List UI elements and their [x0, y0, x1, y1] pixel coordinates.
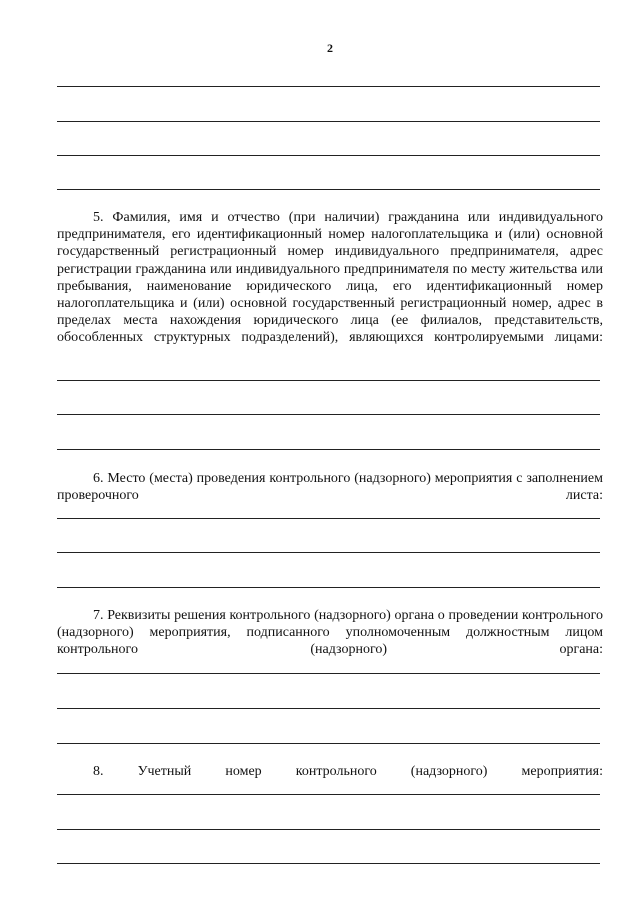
section-6-blank-line[interactable] [57, 552, 600, 553]
section-8-blank-line[interactable] [57, 829, 600, 830]
blank-line[interactable] [57, 86, 600, 87]
blank-line[interactable] [57, 189, 600, 190]
section-5-blank-line[interactable] [57, 380, 600, 381]
page-number: 2 [327, 41, 333, 55]
section-8-blank-line[interactable] [57, 794, 600, 795]
section-6-blank-line[interactable] [57, 587, 600, 588]
section-5-blank-line[interactable] [57, 414, 600, 415]
section-5-blank-line[interactable] [57, 449, 600, 450]
section-7-blank-line[interactable] [57, 673, 600, 674]
section-7-blank-line[interactable] [57, 708, 600, 709]
section-6-text: 6. Место (места) проведения контрольного (надзорного) мероприятия с заполнением проверочного листа: [57, 471, 603, 504]
blank-line[interactable] [57, 121, 600, 122]
section-5-text: 5. Фамилия, имя и отчество (при наличии) гражданина или индивидуального предпринимателя, его идентификационный номер налогоплательщика и (или) основной государственный регистрационный номер индивидуального предпринимателя, адрес регистрации гражданина или индивидуального предпринимателя по месту жительства или пребывания, наименование юридического лица, его идентификационный номер налогоплательщика и (или) основной государственный регистрационный номер, адрес в пределах места нахождения юридического лица (ее филиалов, представительств, обособленных структурных подразделений), являющихся контролируемыми лицами: [57, 210, 603, 346]
blank-line[interactable] [57, 155, 600, 156]
section-8-blank-line[interactable] [57, 863, 600, 864]
section-7-blank-line[interactable] [57, 743, 600, 744]
section-6-blank-line[interactable] [57, 518, 600, 519]
section-7-text: 7. Реквизиты решения контрольного (надзорного) органа о проведении контрольного (надзорного) мероприятия, подписанного уполномоченным должностным лицом контрольного (надзорного) органа: [57, 608, 603, 658]
section-8-text: 8. Учетный номер контрольного (надзорного) мероприятия: [93, 764, 603, 779]
